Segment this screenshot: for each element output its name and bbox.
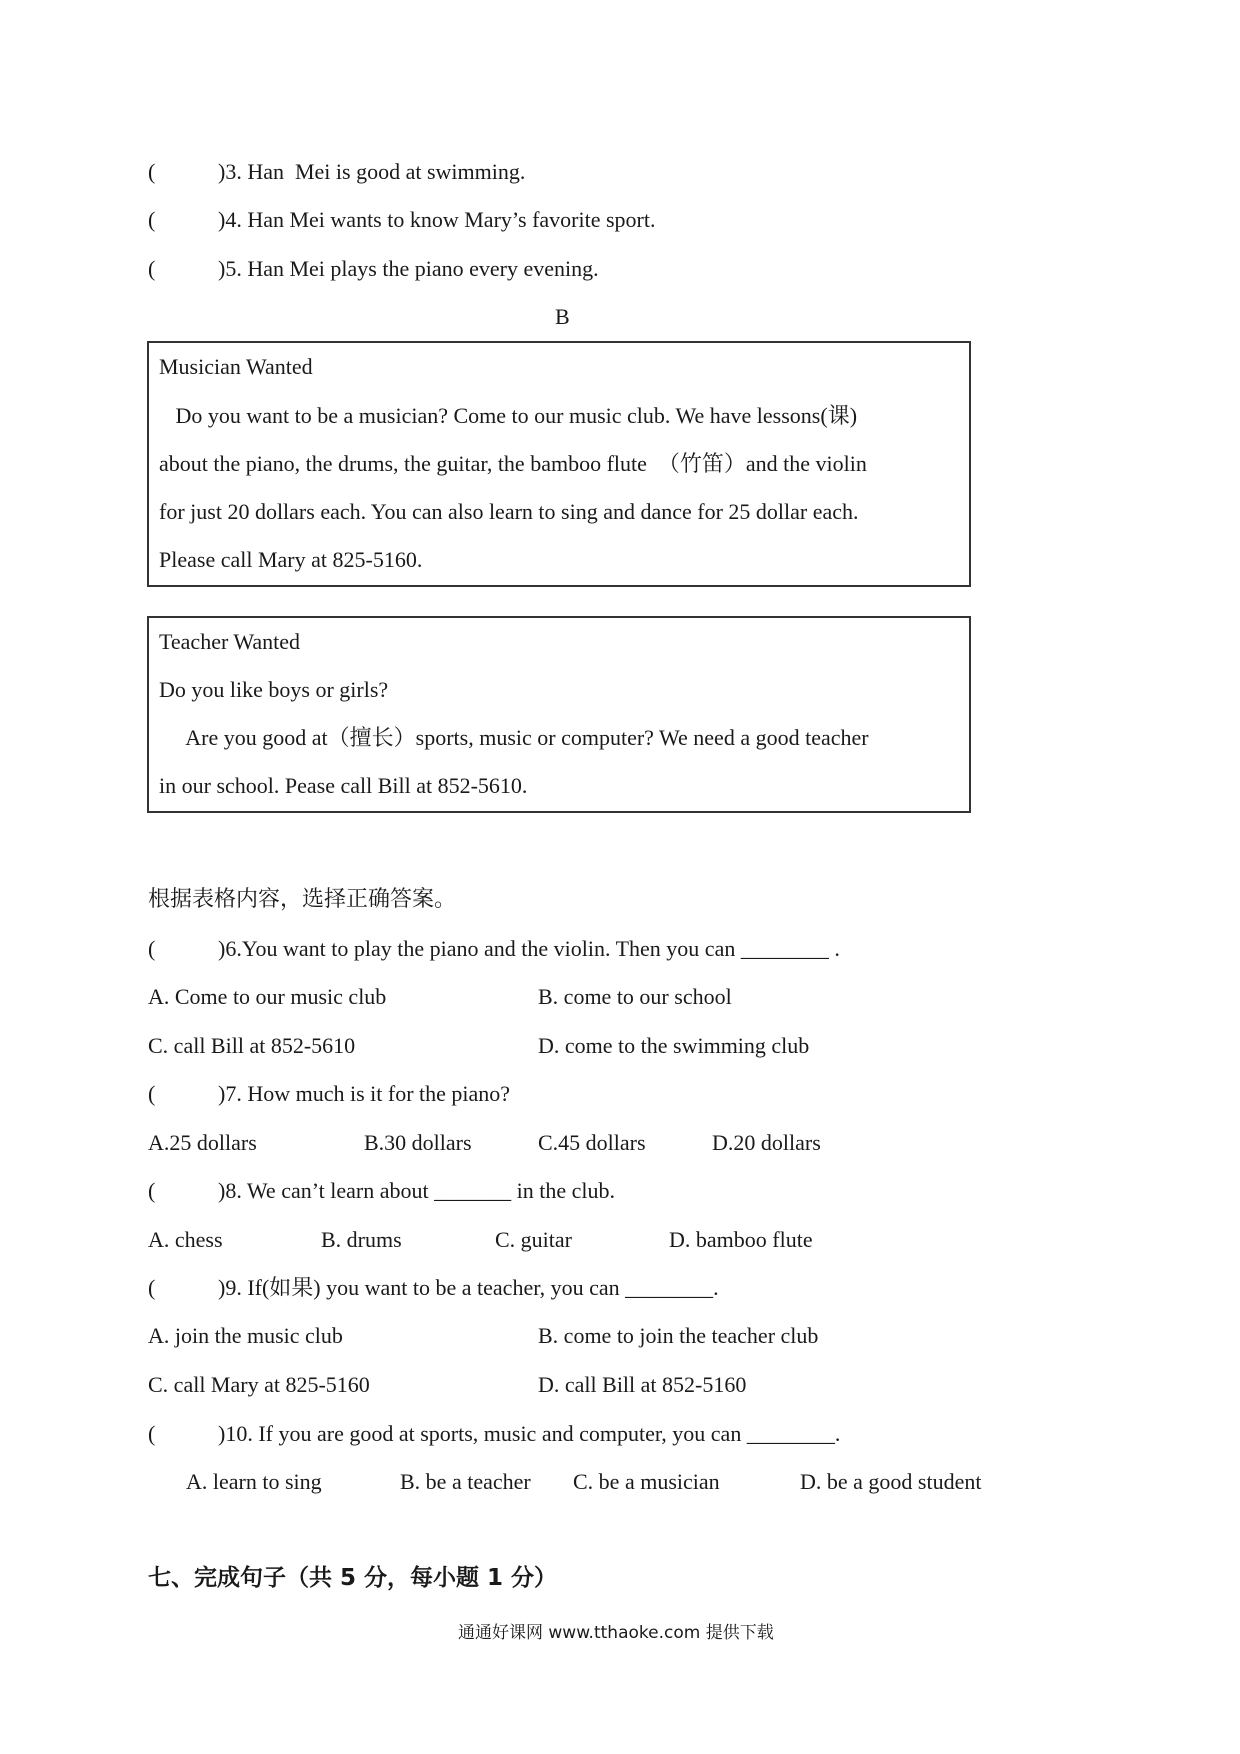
q9-option-d: D. call Bill at 852-5160 xyxy=(538,1372,747,1397)
answer-paren: ( xyxy=(148,936,156,961)
section-7-heading: 七、完成句子（共 5 分，每小题 1 分） xyxy=(148,1565,558,1591)
answer-paren: ( xyxy=(148,1178,156,1203)
answer-paren: ( xyxy=(148,1421,156,1446)
answer-paren: ( xyxy=(148,159,156,184)
answer-paren: ( xyxy=(148,1081,156,1106)
q8-option-c: C. guitar xyxy=(495,1227,572,1252)
q8-option-d: D. bamboo flute xyxy=(669,1227,813,1252)
box1-line-1: Do you want to be a musician? Come to our music club. We have lessons(课) xyxy=(159,403,858,428)
question-8: )8. We can’t learn about _______ in the club. xyxy=(218,1178,615,1203)
box1-line-2: about the piano, the drums, the guitar, the bamboo flute （竹笛）and the violin xyxy=(159,451,867,476)
box1-line-4: Please call Mary at 825-5160. xyxy=(159,547,423,572)
question-3: )3. Han Mei is good at swimming. xyxy=(218,159,526,184)
box2-line-2: Are you good at（擅长）sports, music or computer? We need a good teacher xyxy=(159,725,869,750)
q10-option-a: A. learn to sing xyxy=(186,1469,322,1494)
q10-option-c: C. be a musician xyxy=(573,1469,720,1494)
q8-option-b: B. drums xyxy=(321,1227,402,1252)
q6-option-c: C. call Bill at 852-5610 xyxy=(148,1033,356,1058)
box2-line-3: in our school. Pease call Bill at 852-5610. xyxy=(159,773,528,798)
q6-option-a: A. Come to our music club xyxy=(148,984,387,1009)
question-4: )4. Han Mei wants to know Mary’s favorite sport. xyxy=(218,207,656,232)
q7-option-b: B.30 dollars xyxy=(364,1130,472,1155)
answer-paren: ( xyxy=(148,1275,156,1300)
q9-option-b: B. come to join the teacher club xyxy=(538,1323,819,1348)
answer-paren: ( xyxy=(148,256,156,281)
q9-option-c: C. call Mary at 825-5160 xyxy=(148,1372,370,1397)
question-10: )10. If you are good at sports, music and computer, you can ________. xyxy=(218,1421,841,1446)
q7-option-d: D.20 dollars xyxy=(712,1130,821,1155)
q9-option-a: A. join the music club xyxy=(148,1323,343,1348)
question-6: )6.You want to play the piano and the violin. Then you can ________ . xyxy=(218,936,840,961)
q10-option-b: B. be a teacher xyxy=(400,1469,531,1494)
question-9: )9. If(如果) you want to be a teacher, you can ________. xyxy=(218,1275,719,1300)
instruction-text: 根据表格内容，选择正确答案。 xyxy=(148,887,457,912)
answer-paren: ( xyxy=(148,207,156,232)
box2-title: Teacher Wanted xyxy=(159,629,301,654)
q6-option-d: D. come to the swimming club xyxy=(538,1033,810,1058)
question-5: )5. Han Mei plays the piano every evening. xyxy=(218,256,599,281)
q8-option-a: A. chess xyxy=(148,1227,223,1252)
q6-option-b: B. come to our school xyxy=(538,984,732,1009)
box2-line-1: Do you like boys or girls? xyxy=(159,677,389,702)
q7-option-c: C.45 dollars xyxy=(538,1130,646,1155)
q7-option-a: A.25 dollars xyxy=(148,1130,257,1155)
q10-option-d: D. be a good student xyxy=(800,1469,982,1494)
footer-text: 通通好课网 www.tthaoke.com 提供下载 xyxy=(458,1623,774,1643)
section-label-b: B xyxy=(555,304,570,329)
box1-line-3: for just 20 dollars each. You can also learn to sing and dance for 25 dollar each. xyxy=(159,499,859,524)
box1-title: Musician Wanted xyxy=(159,354,313,379)
question-7: )7. How much is it for the piano? xyxy=(218,1081,511,1106)
